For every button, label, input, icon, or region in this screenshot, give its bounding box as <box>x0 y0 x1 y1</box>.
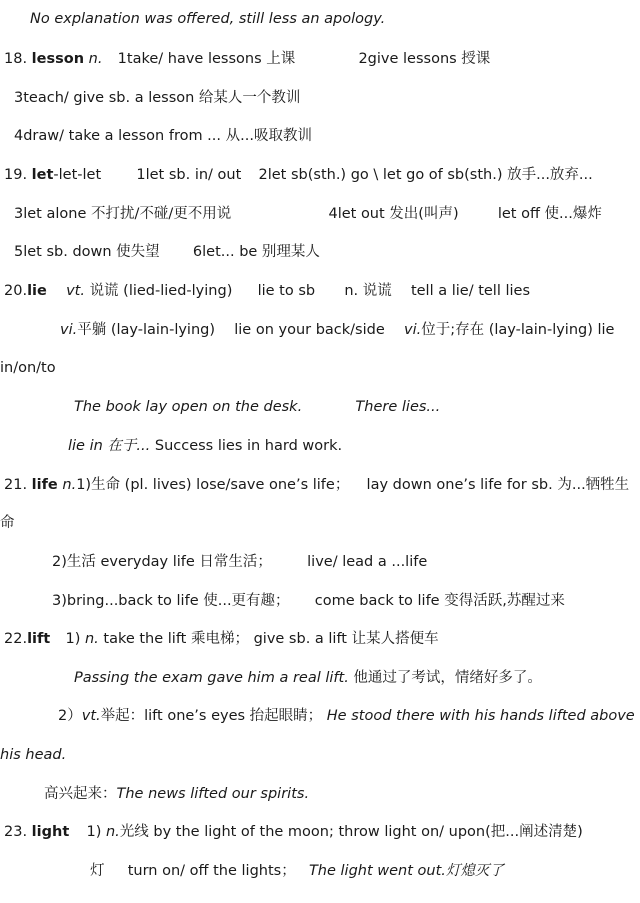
example-text: Passing the exam gave him a real lift. <box>74 670 349 686</box>
entry-light <box>4 822 583 842</box>
sense-text: 1let sb. in/ out <box>136 167 242 183</box>
example-text: No explanation was offered, still less an apology. <box>30 11 386 27</box>
sense-text: 1take/ have lessons 上课 <box>117 51 296 67</box>
sense-line <box>60 320 614 340</box>
example-text: He stood there with his hands lifted above <box>326 708 635 724</box>
sense-text: 1) <box>65 631 81 647</box>
sense-line <box>0 358 56 378</box>
sense-text: come back to life 变得活跃,苏醒过来 <box>314 593 565 609</box>
sense-text: lie to sb <box>257 283 316 299</box>
sense-line <box>0 513 15 533</box>
sense-line <box>90 861 504 881</box>
entry-lesson <box>4 49 490 69</box>
entry-lift <box>4 629 439 649</box>
example-text: The book lay open on the desk. <box>74 399 303 415</box>
sense-text: 5let sb. down 使失望 <box>14 244 160 260</box>
sense-text: tell a lie/ tell lies <box>410 283 530 299</box>
sense-text: 3let alone 不打扰/不碰/更不用说 <box>14 206 232 222</box>
sense-line <box>14 126 312 146</box>
headword: lie <box>27 283 47 299</box>
headword: lesson <box>31 51 85 67</box>
sense-text: take the lift 乘电梯； give sb. a lift 让某人搭便车 <box>103 631 439 647</box>
sense-text: 2)生活 everyday life 日常生活； <box>52 554 272 570</box>
part-of-speech: n. <box>84 631 99 647</box>
example-sentence <box>74 668 542 688</box>
sense-text: in/on/to <box>0 360 56 376</box>
part-of-speech: vt. <box>66 283 85 299</box>
sense-line <box>14 204 602 224</box>
part-of-speech: n. <box>105 824 120 840</box>
translation-text: 灯熄灭了 <box>445 863 504 879</box>
part-of-speech: vi. <box>403 322 422 338</box>
sense-text: 高兴起来： <box>44 786 117 802</box>
sense-text: 1)生命 (pl. lives) lose/save one’s life； <box>76 477 350 493</box>
example-sentence <box>0 745 66 765</box>
entry-let <box>4 165 593 185</box>
example-sentence <box>74 397 440 417</box>
sense-line <box>52 591 565 611</box>
sense-text: 3)bring...back to life 使...更有趣； <box>52 593 290 609</box>
entry-number: 23. <box>4 824 28 840</box>
sense-text: 4let out 发出(叫声) <box>328 206 459 222</box>
example-text: The light went out. <box>308 863 446 879</box>
part-of-speech: vi. <box>60 322 78 338</box>
entry-number: 22. <box>4 631 28 647</box>
sense-text: 位于;存在 (lay-lain-lying) lie <box>421 322 615 338</box>
sense-text: 光线 by the light of the moon; throw light on/ upon(把...阐述清楚) <box>119 824 583 840</box>
sense-text: n. 说谎 <box>344 283 392 299</box>
entry-number: 21. <box>4 477 28 493</box>
sense-line <box>14 88 300 108</box>
sense-text: 灯 <box>90 863 105 879</box>
word-forms: -let-let <box>53 167 102 183</box>
sense-text: 命 <box>0 515 15 531</box>
sense-line <box>14 242 320 262</box>
sense-text: let off 使...爆炸 <box>497 206 602 222</box>
example-text: Success lies in hard work. <box>154 438 343 454</box>
sense-text: 6let... be 别理某人 <box>192 244 320 260</box>
headword: life <box>31 477 58 493</box>
entry-number: 18. <box>4 51 28 67</box>
sense-text: 举起：lift one’s eyes 抬起眼睛； <box>100 708 323 724</box>
sense-line <box>52 552 427 572</box>
example-text: There lies... <box>355 399 441 415</box>
entry-lie <box>4 281 530 301</box>
sense-text: 说谎 (lied-lied-lying) <box>89 283 233 299</box>
sense-text: 3teach/ give sb. a lesson 给某人一个教训 <box>14 90 301 106</box>
phrase-text: lie in 在于... <box>68 438 151 454</box>
sense-text: 4draw/ take a lesson from ... 从...吸取教训 <box>14 128 312 144</box>
example-text: his head. <box>0 747 67 763</box>
sense-text: 1) <box>86 824 102 840</box>
example-text: The news lifted our spirits. <box>116 786 310 802</box>
entry-life <box>4 475 629 495</box>
sense-line <box>44 784 309 804</box>
example-sentence <box>30 9 385 29</box>
sense-line <box>58 706 635 726</box>
headword: light <box>31 824 70 840</box>
sense-text: lie on your back/side <box>234 322 385 338</box>
sense-text: live/ lead a ...life <box>307 554 428 570</box>
example-sentence <box>68 436 342 456</box>
entry-number: 19. <box>4 167 28 183</box>
sense-text: 2） <box>58 708 82 724</box>
sense-text: 平躺 (lay-lain-lying) <box>77 322 216 338</box>
sense-text: lay down one’s life for sb. 为...牺牲生 <box>366 477 630 493</box>
sense-text: 2let sb(sth.) go \ let go of sb(sth.) 放手...放弃... <box>258 167 593 183</box>
part-of-speech: n. <box>88 51 103 67</box>
headword: let <box>31 167 54 183</box>
headword: lift <box>27 631 51 647</box>
translation-text: 他通过了考试，情绪好多了。 <box>353 670 542 686</box>
entry-number: 20. <box>4 283 28 299</box>
sense-text: 2give lessons 授课 <box>358 51 491 67</box>
part-of-speech: n. <box>62 477 77 493</box>
part-of-speech: vt. <box>81 708 101 724</box>
sense-text: turn on/ off the lights； <box>127 863 296 879</box>
